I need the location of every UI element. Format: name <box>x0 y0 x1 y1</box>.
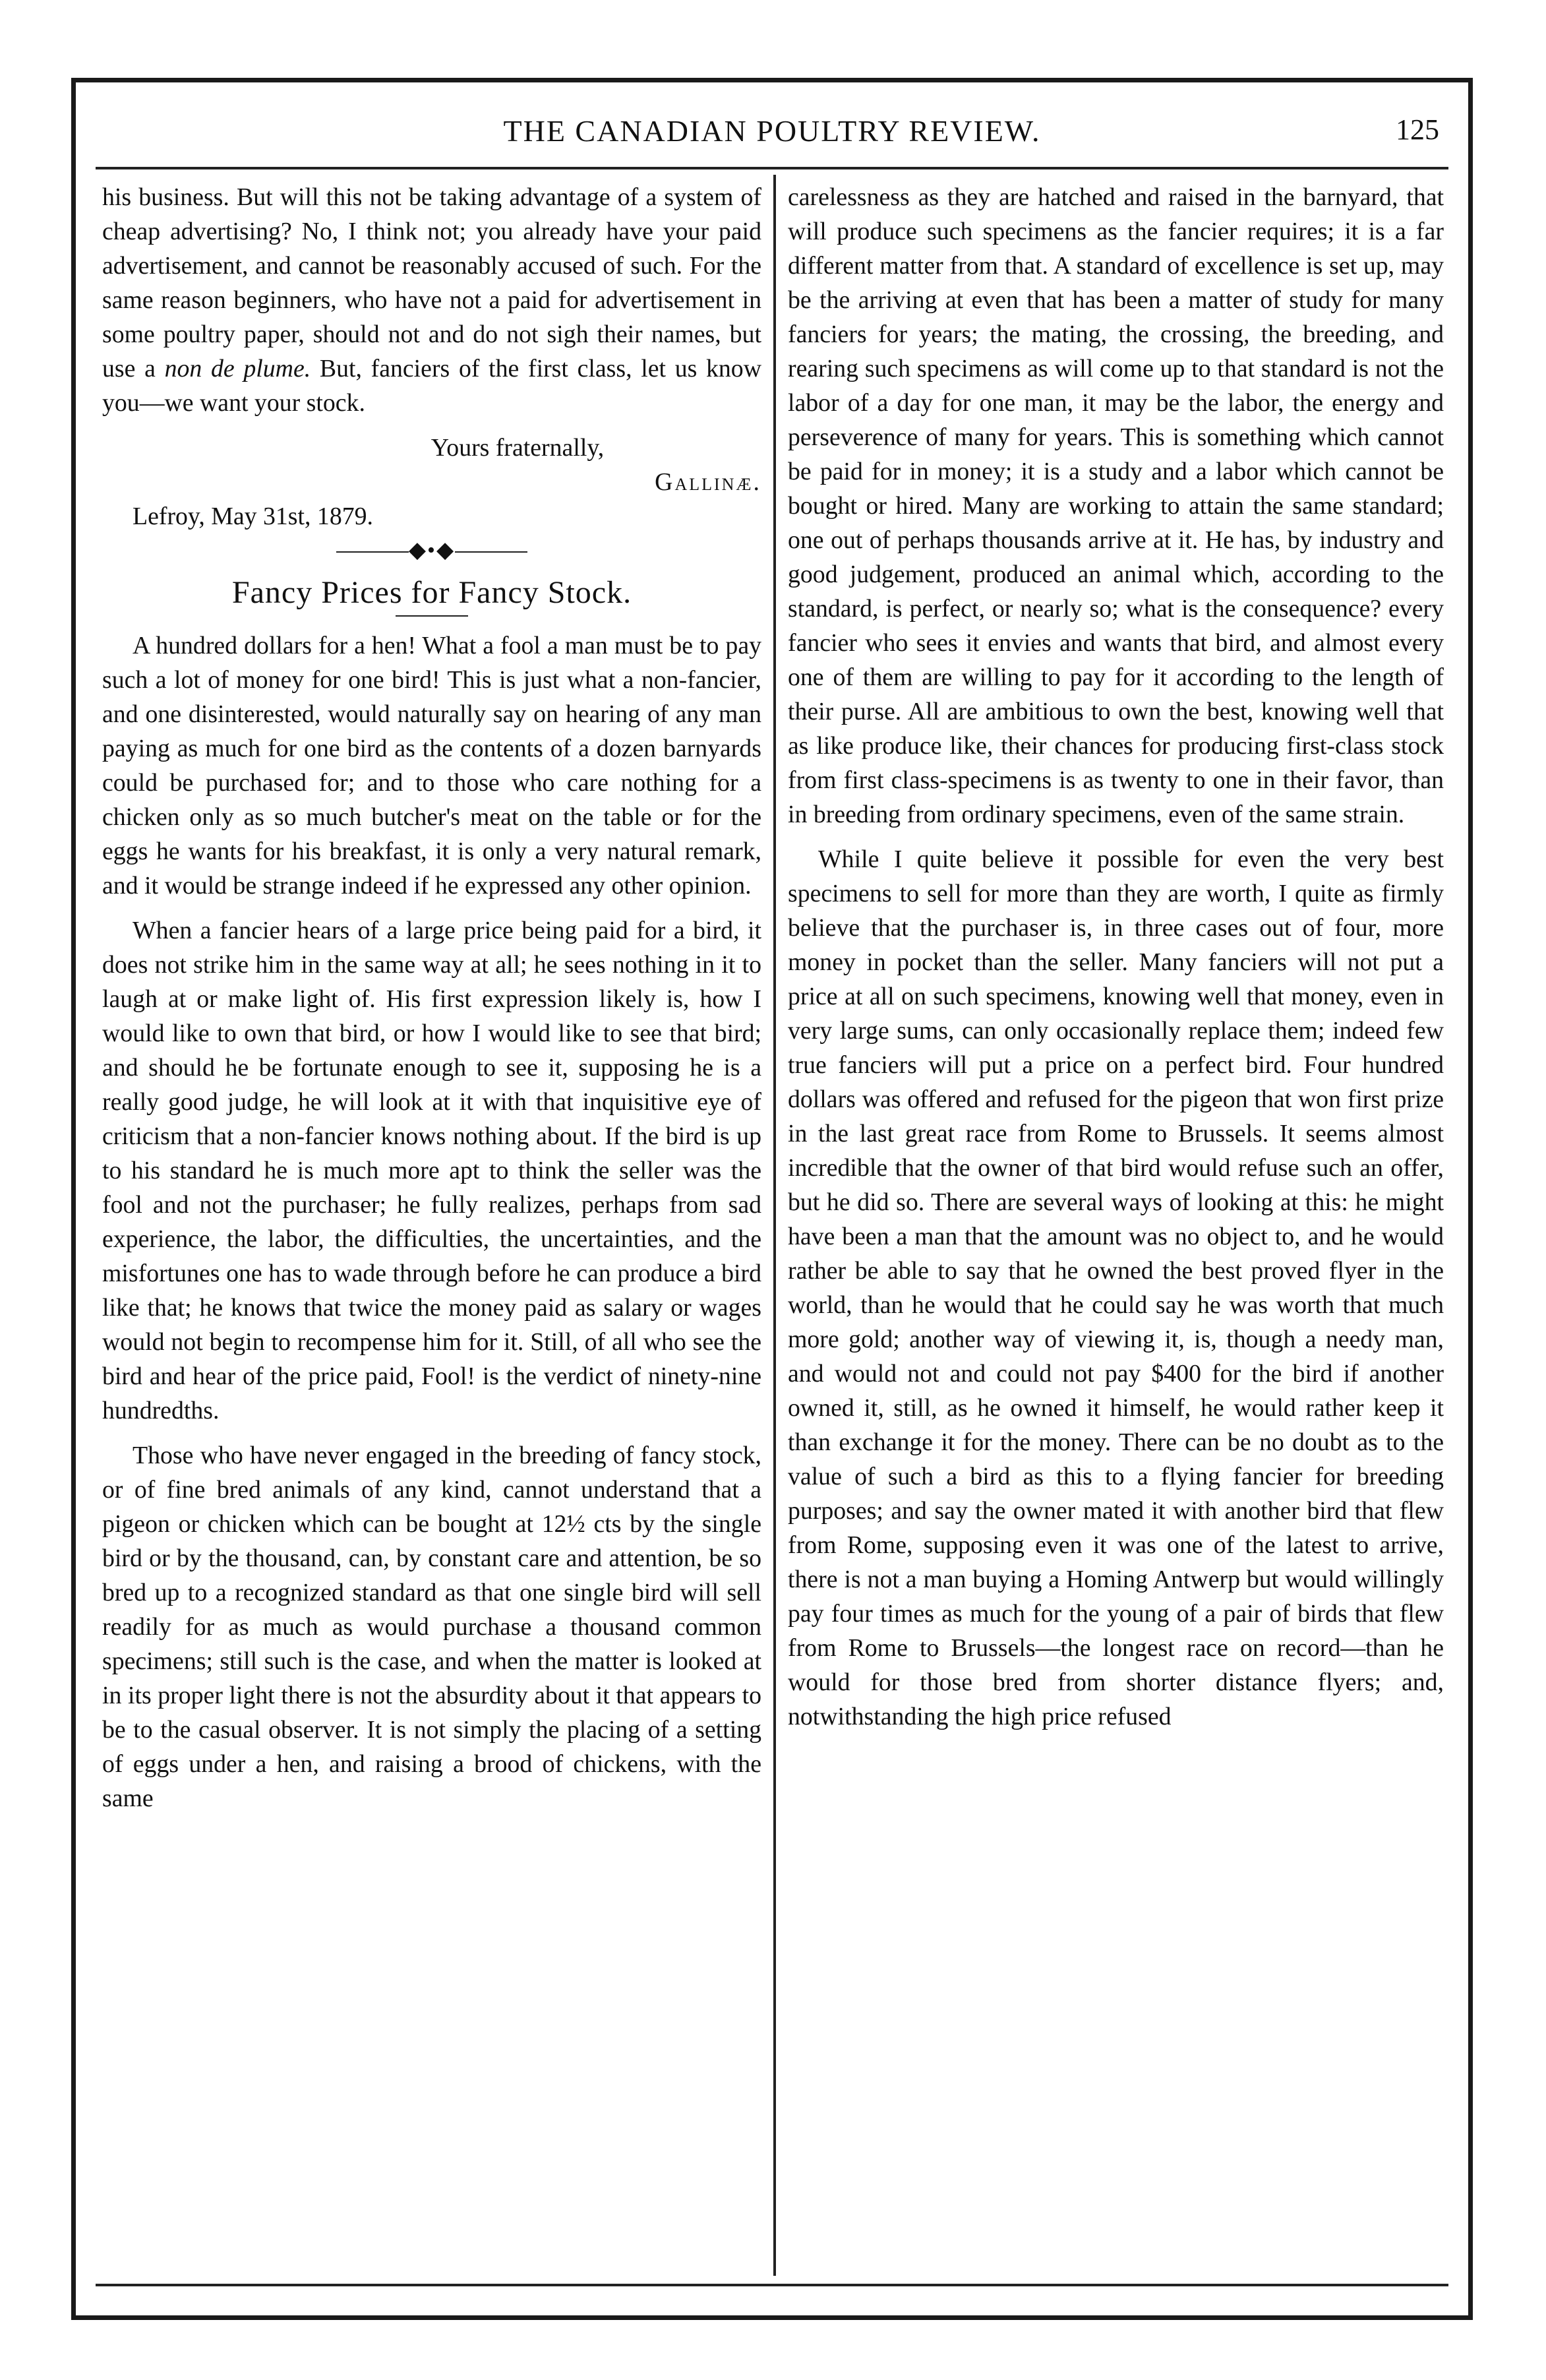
signature: Gallinæ. <box>655 468 761 496</box>
running-header <box>76 107 1468 154</box>
article-paragraph-4: carelessness as they are hatched and raised in the barnyard, that will produce such specimens as the fancier requires; it is a far different matter from that. A standard of excellence is set up, may be the arriving at even that has been a matter of study for many fanciers for years; the mating, the crossing, the breeding, and rearing such specimens as will come up to that standard is not the labor of a day for one man, it may be the labor, the energy and perseverence of many for years. This is something which cannot be paid for in money; it is a study and a labor which cannot be bought or hired. Many are working to attain the same standard; one out of perhaps thousands arrive at it. He has, by industry and good judgement, produced an animal which, according to the standard, is perfect, or nearly so; what is the consequence? every fancier who sees it envies and wants that bird, and almost every one of them are willing to pay for it according to the length of their purse. All are ambitious to own the best, knowing well that as like produce like, their chances for producing first-class stock from first class-specimens is as twenty to one in their favor, than in breeding from ordinary specimens, even of the same strain. <box>788 183 1444 828</box>
header-rule <box>96 167 1448 169</box>
ornament-glyph: ◆•◆ <box>408 538 456 563</box>
title-rule <box>396 615 468 617</box>
dateline: Lefroy, May 31st, 1879. <box>133 503 373 530</box>
article-paragraph-5: While I quite believe it possible for even the very best specimens to sell for more than they are worth, I quite as firmly believe that the purchaser is, in three cases out of four, more money in pocket than the seller. Many fanciers will not put a price at all on such specimens, knowing well that money, even in very large sums, can only occasionally replace them; indeed few true fanciers will put a price on a perfect bird. Four hundred dollars was offered and refused for the pigeon that won first prize in the last great race from Rome to Brussels. It seems almost incredible that the owner of that bird would refuse such an offer, but he did so. There are several ways of looking at this: he might have been a man that the amount was no object to, and he would rather be able to say that he owned the best proved flyer in the world, than he would that he could say he was worth that much more gold; another way of viewing it, is, though a needy man, and would not and could not pay $400 for the bird if another owned it, still, as he owned it himself, he would rather keep it than exchange it for the money. There can be no doubt as to the value of such a bird as this to a flying fancier for breeding purposes; and say the owner mated it with another bird that flew from Rome, supposing even it was one of the latest to arrive, there is not a man buying a Homing Antwerp but would willingly pay four times as much for the young of a pair of birds that flew from Rome to Brussels—the longest race on record—than he would for those bred from shorter distance flyers; and, notwithstanding the high price refused <box>788 845 1444 1730</box>
column-divider <box>773 175 776 2276</box>
article-paragraph-2: When a fancier hears of a large price being paid for a bird, it does not strike him in the same way at all; he sees nothing in it to laugh at or make light of. His first expression likely is, how I would like to own that bird, or how I would like to see that bird; and should he be fortunate enough to see it, supposing he is a really good judge, he will look at it with that inquisitive eye of criticism that a non-fancier knows nothing about. If the bird is up to his standard he is much more apt to think the seller was the fool and not the purchaser; he fully realizes, perhaps from sad experience, the labor, the difficulties, the uncertainties, and the misfortunes one has to wade through before he can produce a bird like that; he knows that twice the money paid as salary or wages would not begin to recompense him for it. Still, of all who see the bird and hear of the price paid, Fool! is the verdict of ninety-nine hundredths. <box>102 917 761 1424</box>
letter-text: his business. But will this not be taking advantage of a system of cheap advertising? No, I think not; you already have your paid advertisement, and cannot be reasonably accused of such. For the same reason beginners, who have not a paid for advertisement in some poultry paper, should not and do not sigh their names, but use a <box>102 183 761 382</box>
article-paragraph-1: A hundred dollars for a hen! What a fool a man must be to pay such a lot of money for one bird! This is just what a non-fancier, and one disinterested, would naturally say on hearing of any man paying as much for one bird as the contents of a dozen barnyards could be purchased for; and to those who care nothing for a chicken only as so much butcher's meat on the table or for the eggs he wants for his breakfast, it is only a very natural remark, and it would be strange indeed if he expressed any other opinion. <box>102 632 761 900</box>
page-number: 125 <box>1396 113 1439 146</box>
letter-closing-paragraph <box>102 180 761 420</box>
journal-title: THE CANADIAN POULTRY REVIEW. <box>503 113 1041 148</box>
italic-phrase: non de plume. <box>164 355 311 382</box>
letter-text-end: But, fanciers of the first class, let us know you—we want your stock. <box>102 355 761 417</box>
footer-rule <box>96 2284 1448 2286</box>
page-frame <box>71 78 1473 2320</box>
article-title: Fancy Prices for Fancy Stock. <box>231 575 632 610</box>
right-column <box>788 180 1444 2269</box>
left-column <box>102 180 761 2269</box>
closing-salutation: Yours fraternally, <box>431 434 605 462</box>
section-ornament <box>102 537 761 564</box>
article-paragraph-3: Those who have never engaged in the breeding of fancy stock, or of fine bred animals of any kind, cannot understand that a pigeon or chicken which can be bought at 12½ cts by the single bird or by the thousand, can, by constant care and attention, be so bred up to a recognized standard as that one single bird will sell readily for as much as would purchase a thousand common specimens; still such is the case, and when the matter is looked at in its proper light there is not the absurdity about it that appears to be to the casual observer. It is not simply the placing of a setting of eggs under a hen, and raising a brood of chickens, with the same <box>102 1442 761 1812</box>
